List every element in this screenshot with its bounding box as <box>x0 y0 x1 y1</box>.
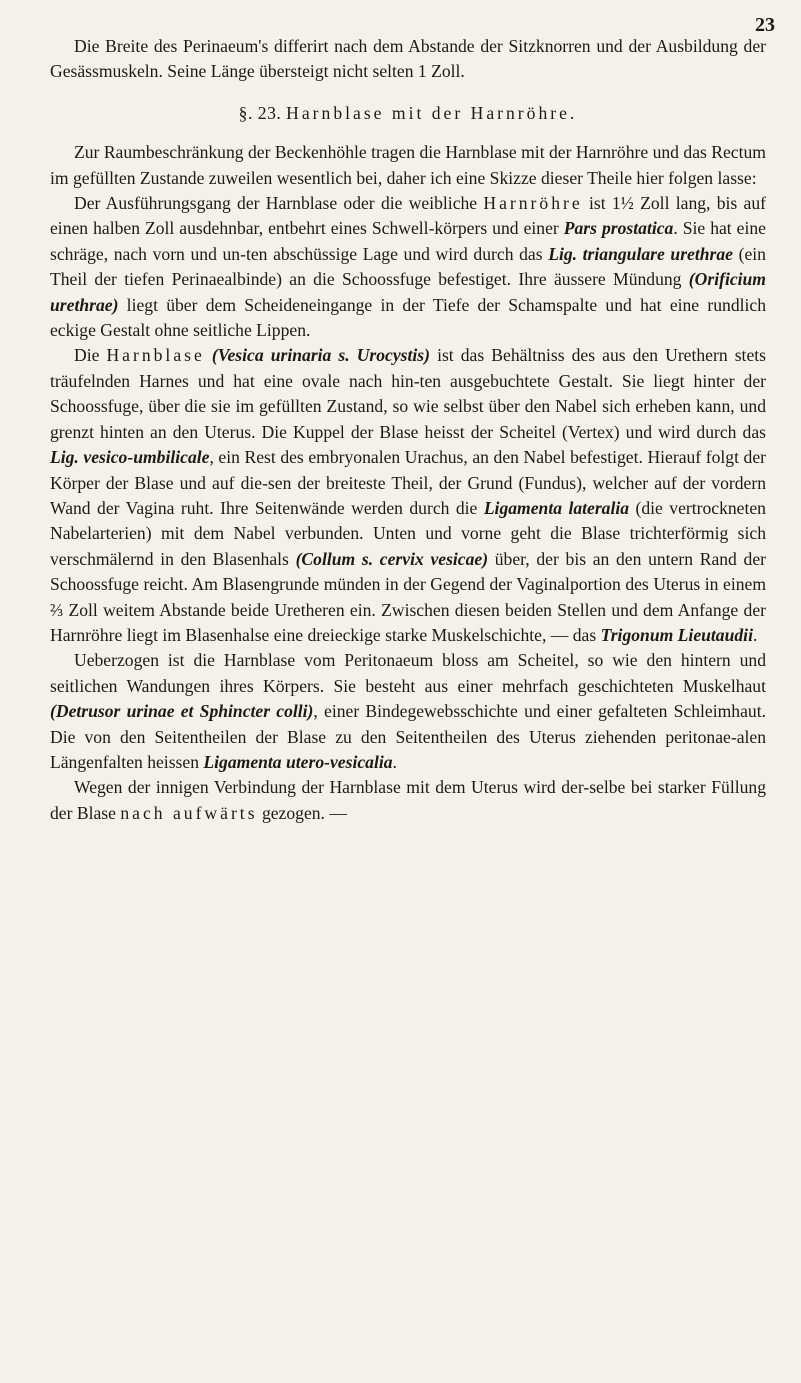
latin-term: Ligamenta utero-vesicalia <box>203 751 393 772</box>
text-run: Die <box>74 345 107 366</box>
latin-term: (Collum s. cervix vesicae) <box>295 548 489 569</box>
paragraph-intro: Zur Raumbeschränkung der Beckenhöhle tragen die Harnblase mit der Harnröhre und das Rectum im gefüllten Zustande zuweilen wesentlich bei, daher ich eine Skizze dieser Theile hier folgen lasse: <box>50 142 766 188</box>
paragraph-perinaeum: Die Breite des Perinaeum's differirt nach dem Abstande der Sitzknorren und der Ausbildung der Gesässmuskeln. Seine Länge übersteigt nicht selten 1 Zoll. <box>50 36 766 82</box>
body-text <box>50 34 766 826</box>
paragraph-harnblase <box>50 343 766 648</box>
page-number: 23 <box>755 14 775 36</box>
latin-term: Ligamenta lateralia <box>483 497 630 518</box>
text-run: (ein Theil der tiefen Perinaealbinde) an die Schoossfuge befestiget. Ihre äussere Mündung <box>50 243 766 290</box>
text-run: (die vertrockneten Nabelarterien) mit dem Nabel verbunden. Unten und vorne geht die Blase trichterförmig sich verschmälernd in den Blasenhals <box>50 497 766 569</box>
latin-term: Lig. vesico-umbilicale <box>50 447 210 468</box>
text-run: liegt über dem Scheideneingange in der Tiefe der Schamspalte und hat eine rundlich eckige Gestalt ohne seitliche Lippen. <box>50 294 766 341</box>
text-run <box>205 345 212 365</box>
latin-term: Pars prostatica <box>563 218 674 239</box>
text-run: , ein Rest des embryonalen Urachus, an den Nabel befestiget. Hierauf folgt der Körper der Blase und auf die-sen der breiteste Theil, der Grund (Fundus), welcher auf der vordern Wand der Vagina ruht. Ihre Seitenwände werden durch die <box>50 447 766 518</box>
spaced-term: Harnblase <box>106 345 205 366</box>
text-run: . <box>752 624 758 645</box>
text-run: ist 1½ Zoll lang, bis auf einen halben Zoll ausdehnbar, entbehrt eines Schwell-körpers und einer <box>50 193 766 239</box>
spaced-term: Harnröhre <box>483 193 583 214</box>
text-run: . <box>392 751 397 772</box>
text-run: Ueberzogen ist die Harnblase vom Peritonaeum bloss am Scheitel, so wie den hintern und seitlichen Wandungen ihres Körpers. Sie besteht aus einer mehrfach geschichteten Muskelhaut <box>50 650 766 696</box>
text-run: , einer Bindegewebsschichte und einer gefalteten Schleimhaut. Die von den Seitentheilen der Blase zu den Seitentheilen des Uterus ziehenden peritonae-alen Längenfalten heissen <box>50 701 766 772</box>
paragraph-ueberzug <box>50 648 766 775</box>
text-run: über, der bis an den untern Rand der Schoossfuge reicht. Am Blasengrunde münden in der Gegend der Vaginalportion des Uterus in einem ⅔ Zoll weitem Abstande beide Uretheren ein. Zwischen diesen beiden Stellen und dem Anfange der Harnröhre liegt im Blasenhalse eine dreieckige starke Muskelschichte, — das <box>50 548 766 645</box>
spaced-term: nach aufwärts <box>120 802 258 823</box>
section-heading <box>50 101 766 126</box>
latin-term: (Vesica urinaria s. Urocystis) <box>211 345 431 366</box>
section-number: §. 23. <box>238 102 282 123</box>
text-run: Der Ausführungsgang der Harnblase oder die weibliche <box>74 193 484 214</box>
paragraph-verbindung <box>50 775 766 826</box>
latin-term: (Orificium urethrae) <box>50 269 766 315</box>
latin-term: (Detrusor urinae et Sphincter colli) <box>50 701 314 722</box>
text-run: . Sie hat eine schräge, nach vorn und un-ten abschüssige Lage und wird durch das <box>50 218 766 264</box>
text-run: ist das Behältniss des aus den Urethern stets träufelnden Harnes und hat eine ovale nach hin-ten ausgebuchtete Gestalt. Sie liegt hinter der Schoossfuge, über die sie im gefüllten Zustand, so wie selbst über den Nabel sich erheben kann, und grenzt hinten an den Uterus. Die Kuppel der Blase heisst der Scheitel (Vertex) und wird durch das <box>50 345 766 442</box>
paragraph-harnroehre <box>50 191 766 343</box>
section-title: Harnblase mit der Harnröhre. <box>286 102 578 123</box>
text-run: Wegen der innigen Verbindung der Harnblase mit dem Uterus wird der-selbe bei starker Füllung der Blase <box>50 777 766 823</box>
latin-term: Trigonum Lieutaudii <box>600 624 753 645</box>
text-run: gezogen. — <box>257 802 347 823</box>
latin-term: Lig. triangulare urethrae <box>548 243 733 264</box>
